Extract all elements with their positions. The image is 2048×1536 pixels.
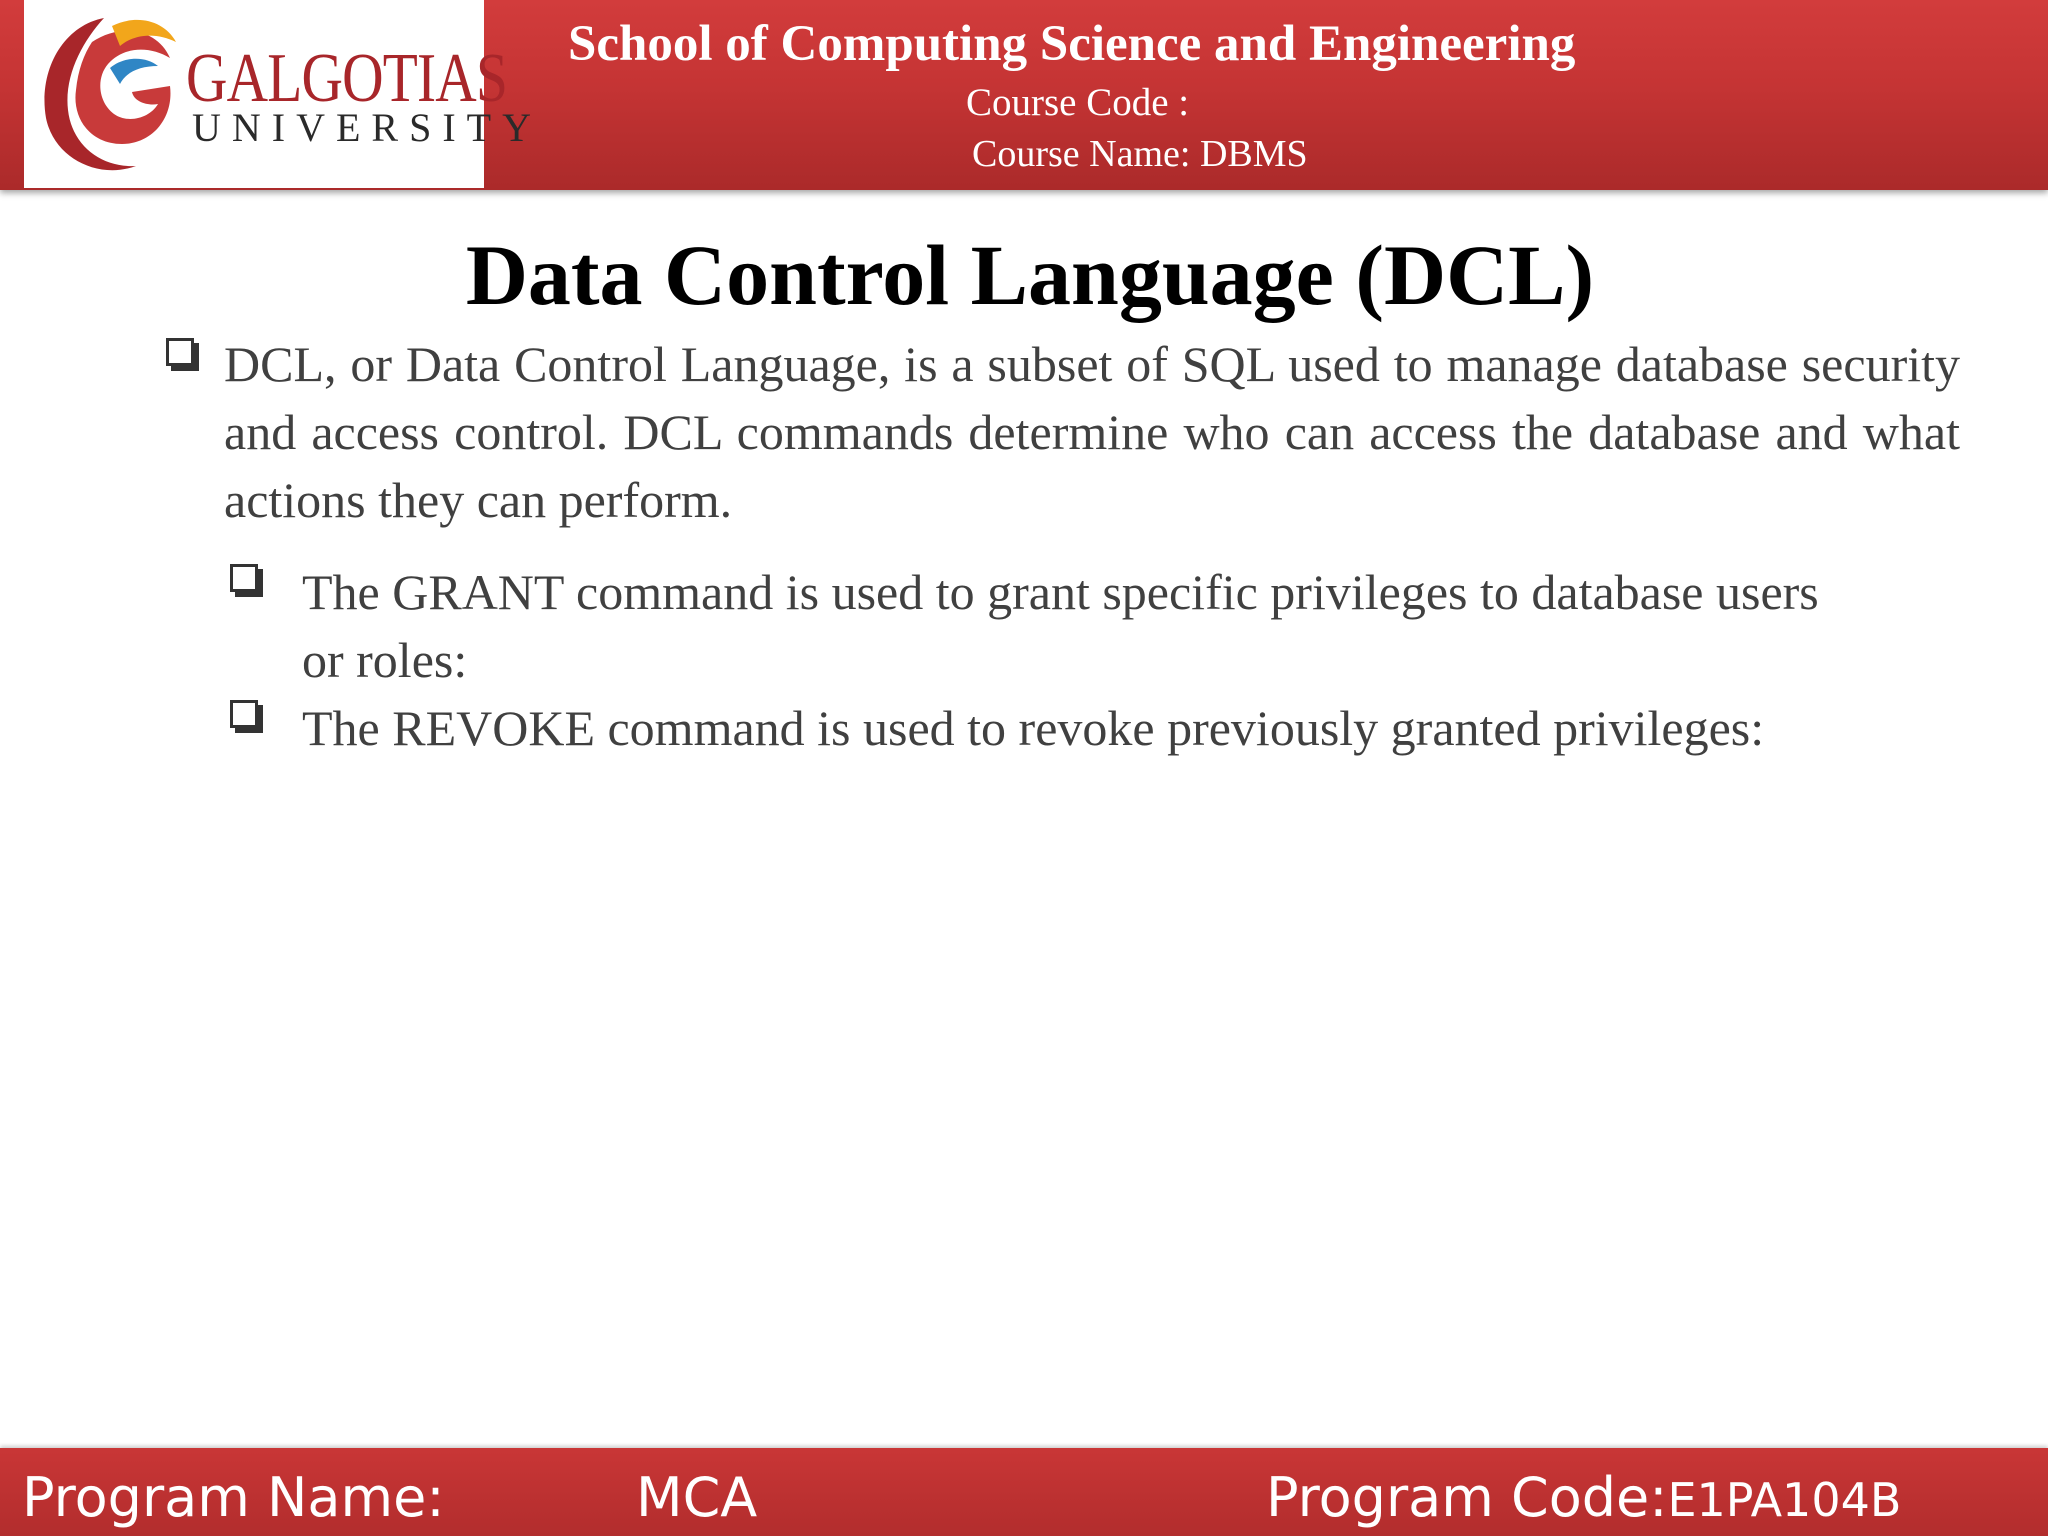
- course-code: Course Code :: [966, 81, 1190, 124]
- school-name: School of Computing Science and Engineering: [568, 16, 1576, 72]
- program-code-label: Program Code:: [1266, 1466, 1668, 1529]
- slide-title: Data Control Language (DCL): [465, 227, 1595, 323]
- checkbox-square-icon: [166, 338, 194, 366]
- program-code: [1266, 1466, 1901, 1531]
- course-name: Course Name: DBMS: [972, 133, 1308, 175]
- intro-paragraph: DCL, or Data Control Language, is a subset of SQL used to manage database security and access control. DCL commands determine who can access the database and what actions they can perform.: [224, 336, 1960, 528]
- university-logo: [24, 0, 542, 188]
- revoke-bullet-text: The REVOKE command is used to revoke previously granted privileges:: [302, 700, 1765, 756]
- program-code-value: E1PA104B: [1667, 1473, 1902, 1527]
- footer-bar: [0, 1448, 2048, 1536]
- galgotias-swirl-icon: [32, 6, 182, 182]
- grant-bullet-text: The GRANT command is used to grant specific privileges to database users or roles:: [302, 564, 1819, 688]
- program-name-label: Program Name:: [22, 1466, 445, 1529]
- logo-wordmark: GALGOTIAS: [186, 40, 508, 117]
- checkbox-square-icon: [230, 700, 258, 728]
- logo-subtext: UNIVERSITY: [192, 105, 542, 150]
- checkbox-square-icon: [230, 564, 258, 592]
- program-name-value: MCA: [636, 1466, 758, 1529]
- header-bar: [0, 0, 2048, 190]
